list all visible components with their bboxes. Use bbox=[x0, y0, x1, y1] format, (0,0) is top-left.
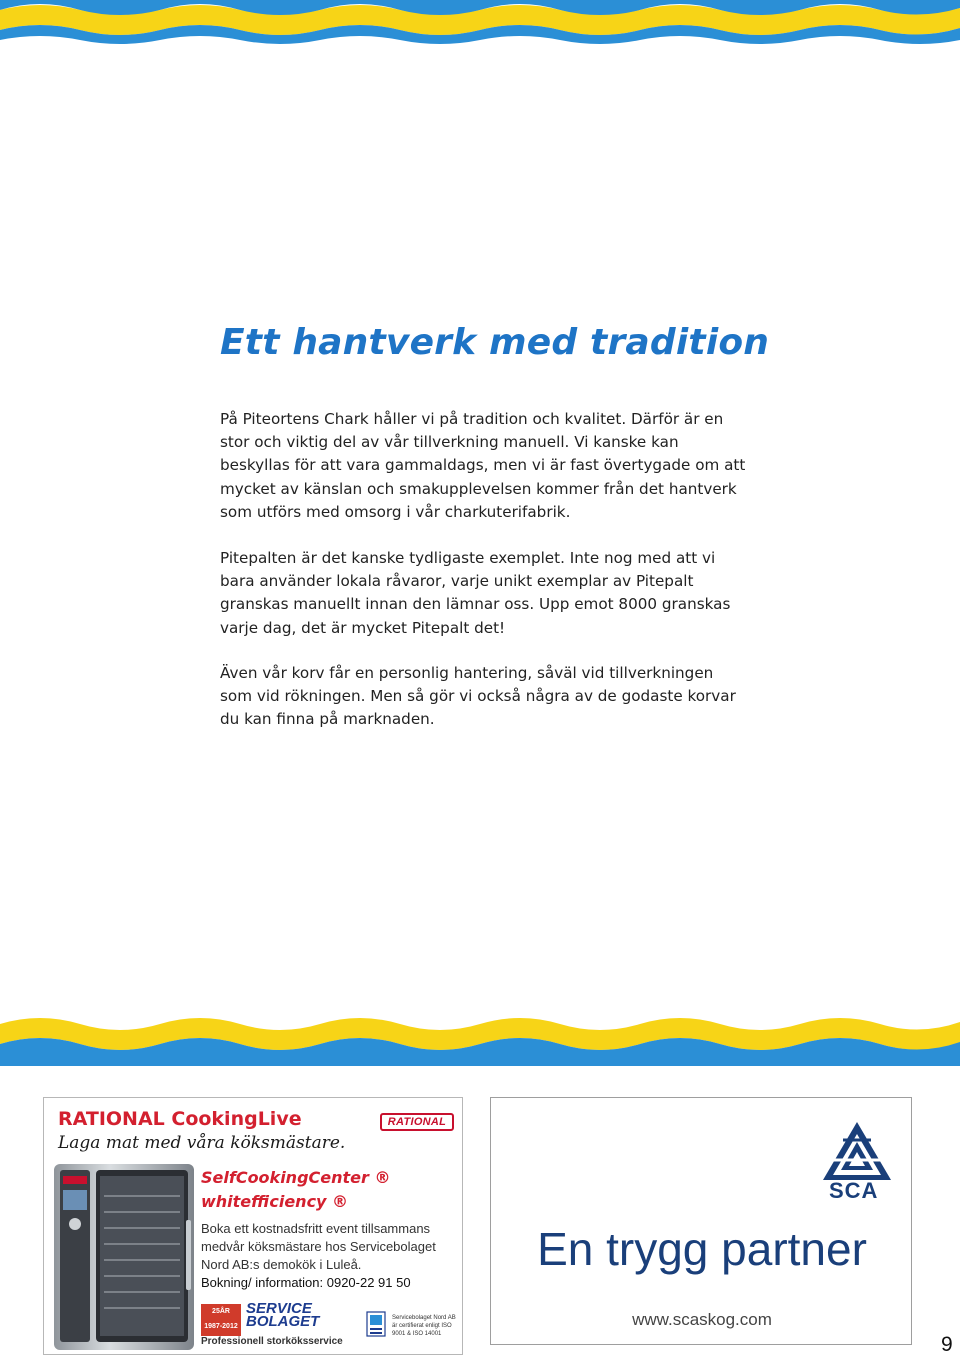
article-title: Ett hantverk med tradition bbox=[220, 322, 770, 363]
bottom-wave-decoration bbox=[0, 1010, 960, 1066]
rational-product-slogan: whitefficiency ® bbox=[201, 1192, 349, 1211]
sca-logo-text: SCA bbox=[829, 1178, 879, 1203]
top-wave-decoration bbox=[0, 0, 960, 48]
anniversary-years: 25ÅR bbox=[212, 1308, 230, 1315]
servicebolaget-tagline: Professionell storköksservice bbox=[201, 1336, 343, 1347]
article-paragraph-1: På Piteortens Chark håller vi på tradition och kvalitet. Därför är en stor och viktig del av vår tillverkning manuell. Vi kanske kan beskyllas för att vara gammaldags, men vi är fast övertygade om att mycket av känslan och smakupplevelsen kommer från det hantverk som utförs med omsorg i vår charkuterifabrik. bbox=[220, 410, 746, 521]
page-number: 9 bbox=[941, 1333, 953, 1356]
servicebolaget-logo bbox=[246, 1302, 319, 1328]
servicebolaget-logo-line1: SERVICE bbox=[246, 1300, 312, 1317]
rational-ad-contact: Bokning/ information: 0920-22 91 50 bbox=[201, 1275, 411, 1290]
sca-website-link[interactable]: www.scaskog.com bbox=[632, 1310, 772, 1329]
rational-ad-body: Boka ett kostnadsfritt event tillsammans medvår köksmästare hos Servicebolaget Nord AB:s demokök i Luleå. bbox=[201, 1221, 436, 1272]
article-paragraph-3: Även vår korv får en personlig hantering, såväl vid tillverkningen som vid rökningen. Men så gör vi också några av de godaste korvar du kan finna på marknaden. bbox=[220, 664, 736, 729]
rational-logo bbox=[380, 1113, 454, 1131]
servicebolaget-logo-line2: BOLAGET bbox=[246, 1313, 320, 1330]
rational-product-name: SelfCookingCenter ® bbox=[201, 1168, 391, 1187]
rational-ad bbox=[43, 1097, 463, 1355]
anniversary-range: 1987-2012 bbox=[204, 1323, 238, 1330]
iso-certification-text: Servicebolaget Nord AB är certifierat enligt ISO 9001 & ISO 14001 bbox=[392, 1315, 456, 1337]
rational-logo-text: RATIONAL bbox=[387, 1116, 447, 1128]
sca-ad bbox=[490, 1097, 912, 1345]
sca-triangle-logo-icon bbox=[821, 1120, 893, 1184]
iso-certificate-icon bbox=[366, 1311, 386, 1337]
anniversary-badge bbox=[201, 1304, 241, 1336]
article-paragraph-2: Pitepalten är det kanske tydligaste exemplet. Inte nog med att vi bara använder lokala råvaror, varje unikt exemplar av Pitepalt granskas manuellt innan den lämnar oss. Upp emot 8000 granskas varje dag, det är mycket Pitepalt det! bbox=[220, 549, 731, 637]
combi-oven-image bbox=[50, 1160, 198, 1355]
rational-ad-tagline: Laga mat med våra köksmästare. bbox=[58, 1133, 346, 1153]
rational-ad-headline: RATIONAL CookingLive bbox=[58, 1108, 302, 1130]
sca-slogan: En trygg partner bbox=[537, 1223, 867, 1275]
